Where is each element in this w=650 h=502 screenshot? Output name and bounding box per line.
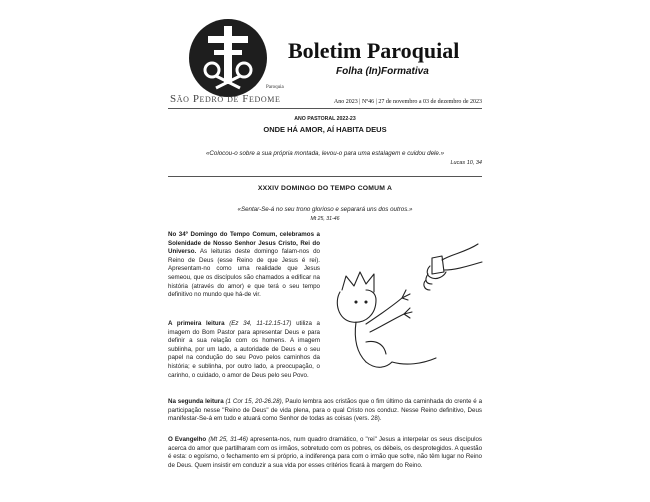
sunday-quote-reference: Mt 25, 31-46	[310, 216, 340, 222]
paragraph-intro	[168, 231, 320, 300]
header-divider	[168, 108, 482, 109]
section-heading-sunday: XXXIV DOMINGO DO TEMPO COMUM A	[257, 185, 393, 192]
logo-parish-name: São Pedro de Fedome	[170, 93, 281, 105]
paragraph-second-reading	[168, 398, 482, 424]
issue-info: Ano 2023 | Nº46 | 27 de novembro a 03 de dezembro de 2023	[333, 99, 482, 105]
parish-logo-icon	[188, 18, 268, 98]
section-divider	[168, 176, 482, 177]
second-reading-label: Na segunda leitura	[168, 398, 224, 405]
paragraph-intro-lead: No 34º Domingo do Tempo Comum, celebramos a Solenidade de Nosso Senhor Jesus Cristo, Rei do Universo.	[168, 231, 320, 256]
paragraph-first-reading	[168, 320, 320, 380]
pastoral-year-kicker: ANO PASTORAL 2022-23	[294, 116, 356, 122]
first-reading-ref: (Ez 34, 11-12.15-17)	[229, 320, 292, 327]
paragraph-gospel	[168, 436, 482, 470]
paragraph-intro-text: As leituras deste domingo falam-nos do Reino de Deus (esse Reino de que Jesus é rei). Apresentam-no como uma realidade que Jesus semeou, que os discípulos são chamados a edificar na história (através do amor) e que terá o seu tempo definitivo no mundo que há-de vir.	[168, 248, 320, 299]
bulletin-title: Boletim Paroquial	[288, 38, 460, 63]
gospel-ref: (Mt 25, 31-46)	[208, 436, 248, 443]
second-reading-ref: (1 Cor 15, 20-26.28)	[225, 398, 282, 405]
bulletin-subtitle: Folha (In)Formativa	[336, 66, 429, 77]
gospel-label: O Evangelho	[168, 436, 207, 443]
theme-quote-reference: Lucas 10, 34	[450, 160, 482, 166]
second-reading-text: , Paulo lembra aos cristãos que o fim último da caminhada do crente é a participação nesse "Reino de Deus" de vida plena, para o qual Cristo nos conduz. Nesse Reino definitivo, Deus manifestar-Se-á em tudo e atuará como Senhor de todas as coisas (vers. 28).	[168, 398, 483, 423]
sunday-quote: «Sentar-Se-á no seu trono glorioso e separará uns dos outros.»	[237, 206, 413, 213]
first-reading-label: A primeira leitura	[168, 320, 225, 327]
child-reaching-illustration	[326, 232, 486, 392]
gospel-text: apresenta-nos, num quadro dramático, o "rei" Jesus a interpelar os seus discípulos acerca do amor que partilharam com os irmãos, sobretudo com os pobres, os débeis, os desprotegidos. A questão é esta: o egoísmo, o fechamento em si próprio, a indiferença para com o irmão que sofre, não têm lugar no Reino de Deus. Quem insistir em conduzir a sua vida por esses critérios ficará à margem do Reino.	[168, 436, 483, 469]
first-reading-text: utiliza a imagem do Bom Pastor para apresentar Deus e para definir a sua relação com os homens. A imagem sublinha, por um lado, a autoridade de Deus e o seu papel na condução do seu Povo pelos caminhos da história; e sublinha, por outro lado, a preocupação, o carinho, o cuidado, o amor de Deus pelo seu Povo.	[168, 320, 320, 379]
section-heading-theme: ONDE HÁ AMOR, AÍ HABITA DEUS	[263, 125, 387, 134]
logo-parish-label: Paroquia	[266, 85, 284, 90]
theme-quote: «Colocou-o sobre a sua própria montada, levou-o para uma estalagem e cuidou dele.»	[205, 150, 445, 157]
